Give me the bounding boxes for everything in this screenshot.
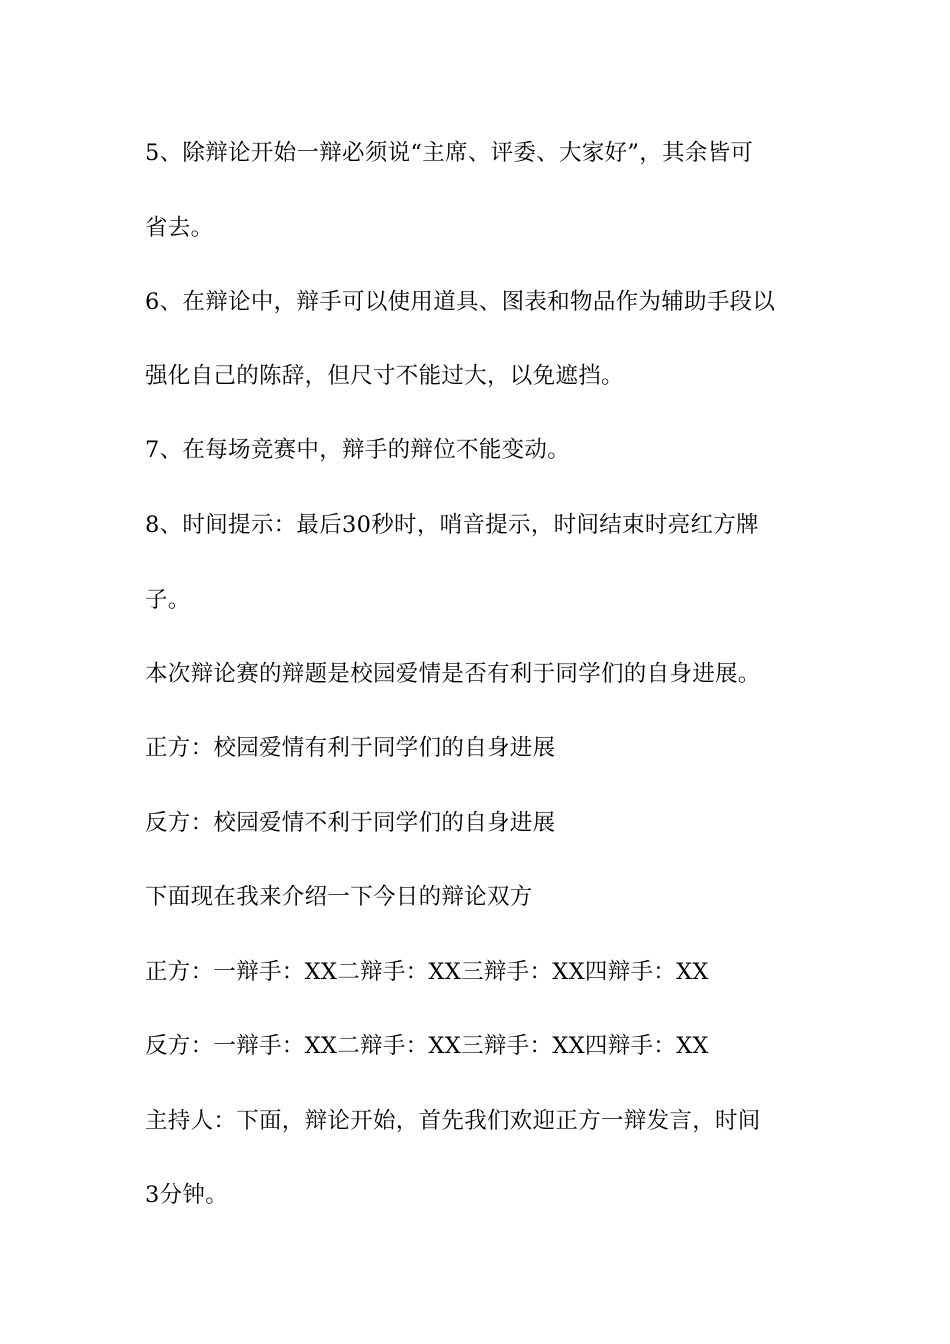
introduction-line: 下面现在我来介绍一下今日的辩论双方	[145, 884, 533, 910]
host-line-1: 主持人：下面，辩论开始，首先我们欢迎正方一辩发言，时间	[145, 1108, 761, 1134]
negative-debaters-line: 反方：一辩手：XX二辩手：XX三辩手：XX四辩手：XX	[145, 1033, 709, 1059]
rule-5-line-2: 省去。	[145, 215, 214, 241]
affirmative-position-line: 正方：校园爱情有利于同学们的自身进展	[145, 735, 556, 761]
rule-7-line: 7、在每场竞赛中，辩手的辩位不能变动。	[145, 437, 571, 463]
debate-topic-line: 本次辩论赛的辩题是校园爱情是否有利于同学们的自身进展。	[145, 661, 761, 687]
rule-6-line-1: 6、在辩论中，辩手可以使用道具、图表和物品作为辅助手段以	[145, 289, 776, 315]
affirmative-debaters-line: 正方：一辩手：XX二辩手：XX三辩手：XX四辩手：XX	[145, 959, 709, 985]
rule-8-line-2: 子。	[145, 587, 191, 613]
rule-8-line-1: 8、时间提示：最后30秒时，哨音提示，时间结束时亮红方牌	[145, 512, 759, 538]
negative-position-line: 反方：校园爱情不利于同学们的自身进展	[145, 810, 556, 836]
rule-5-line-1: 5、除辩论开始一辩必须说“主席、评委、大家好”，其余皆可	[145, 140, 754, 166]
host-line-2: 3分钟。	[145, 1182, 229, 1208]
rule-6-line-2: 强化自己的陈辞，但尺寸不能过大，以免遮挡。	[145, 363, 624, 389]
